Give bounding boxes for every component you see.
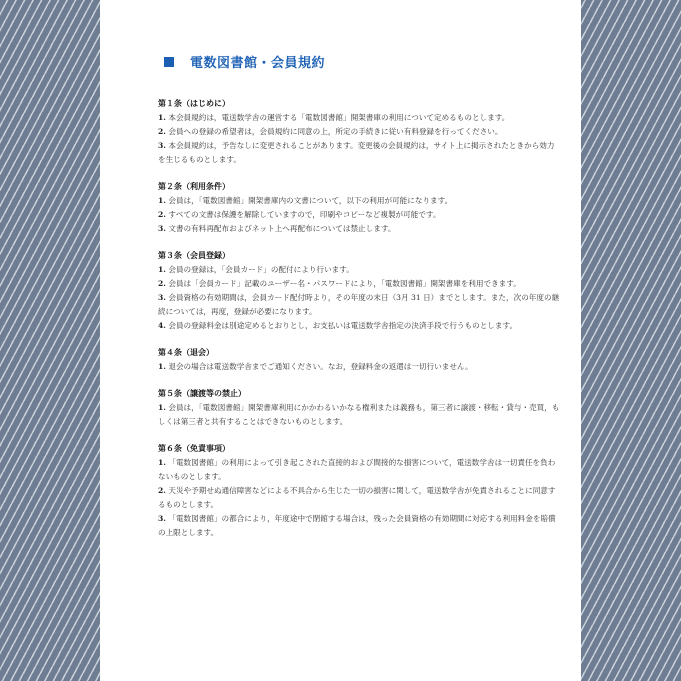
page-title — [164, 52, 561, 71]
clause-paragraph — [158, 319, 561, 333]
article-section — [158, 442, 561, 540]
clause-paragraph — [158, 194, 561, 208]
clause-number: 3. — [158, 141, 166, 150]
clause-number: 1. — [158, 196, 166, 205]
square-bullet-icon — [164, 57, 174, 67]
clause-paragraph — [158, 111, 561, 125]
clause-text: 会員資格の有効期間は，会員カード配付時より，その年度の末日（3月 31 日）までとします。また，次の年度の継続については，再度，登録が必要になります。 — [158, 293, 560, 316]
clause-number: 2. — [158, 127, 166, 136]
clause-number: 1. — [158, 362, 166, 371]
clause-text: 会員は「会員カード」記載のユーザー名・パスワードにより，「電数図書館」開架書庫を利用できます。 — [168, 279, 521, 288]
clause-number: 3. — [158, 224, 166, 233]
article-section — [158, 387, 561, 429]
articles-container — [158, 97, 561, 540]
clause-number: 2. — [158, 486, 166, 495]
clause-number: 1. — [158, 403, 166, 412]
clause-text: 会員は，「電数図書館」開架書庫利用にかかわるいかなる権利または義務も，第三者に譲渡・移転・貸与・売買，もしくは第三者と共有することはできないものとします。 — [158, 403, 560, 426]
clause-text: 天災や予期せぬ通信障害などによる不具合から生じた一切の損害に関して，電送数学舎が免責されることに同意するものとします。 — [158, 486, 556, 509]
article-heading: 第５条（譲渡等の禁止） — [158, 389, 246, 398]
clause-paragraph — [158, 512, 561, 540]
article-section — [158, 180, 561, 236]
clause-text: 「電数図書館」の都合により，年度途中で閉館する場合は，残った会員資格の有効期間に対応する利用料金を賠償の上限とします。 — [158, 514, 556, 537]
clause-text: すべての文書は保護を解除していますので，印刷やコピーなど複製が可能です。 — [168, 210, 441, 219]
article-heading: 第３条（会員登録） — [158, 251, 230, 260]
clause-paragraph — [158, 125, 561, 139]
clause-paragraph — [158, 456, 561, 484]
article-section — [158, 97, 561, 167]
clause-number: 2. — [158, 279, 166, 288]
clause-paragraph — [158, 222, 561, 236]
article-heading: 第２条（利用条件） — [158, 182, 230, 191]
article-heading: 第１条（はじめに） — [158, 99, 230, 108]
clause-paragraph — [158, 401, 561, 429]
clause-number: 1. — [158, 265, 166, 274]
article-heading: 第４条（退会） — [158, 348, 214, 357]
clause-paragraph — [158, 360, 561, 374]
clause-paragraph — [158, 291, 561, 319]
clause-paragraph — [158, 263, 561, 277]
clause-text: 会員の登録料金は別途定めるとおりとし，お支払いは電送数学舎指定の決済手段で行うものとします。 — [168, 321, 518, 330]
clause-text: 文書の有料再配布およびネット上へ再配布については禁止します。 — [168, 224, 396, 233]
clause-number: 2. — [158, 210, 166, 219]
article-section — [158, 346, 561, 374]
clause-number: 3. — [158, 514, 166, 523]
clause-text: 本会員規約は，電送数学舎の運営する「電数図書館」開架書庫の利用について定めるものとします。 — [168, 113, 510, 122]
clause-text: 会員は，「電数図書館」開架書庫内の文書について，以下の利用が可能になります。 — [168, 196, 453, 205]
clause-paragraph — [158, 277, 561, 291]
clause-paragraph — [158, 484, 561, 512]
document-page — [100, 0, 581, 681]
clause-text: 本会員規約は，予告なしに変更されることがあります。変更後の会員規約は，サイト上に掲示されたときから効力を生じるものとします。 — [158, 141, 555, 164]
clause-number: 1. — [158, 113, 166, 122]
clause-number: 1. — [158, 458, 166, 467]
clause-number: 3. — [158, 293, 166, 302]
clause-paragraph — [158, 139, 561, 167]
clause-text: 会員の登録は，「会員カード」の配付により行います。 — [168, 265, 354, 274]
page-title-text: 電数図書館・会員規約 — [190, 56, 326, 71]
clause-text: 「電数図書館」の利用によって引き起こされた直接的および間接的な損害について，電送数学舎は一切責任を負わないものとします。 — [158, 458, 556, 481]
article-section — [158, 249, 561, 333]
clause-text: 退会の場合は電送数学舎までご通知ください。なお，登録料金の返還は一切行いません。 — [168, 362, 473, 371]
clause-paragraph — [158, 208, 561, 222]
article-heading: 第６条（免責事項） — [158, 444, 230, 453]
clause-number: 4. — [158, 321, 166, 330]
clause-text: 会員への登録の希望者は，会員規約に同意の上，所定の手続きに従い有料登録を行ってください。 — [168, 127, 503, 136]
